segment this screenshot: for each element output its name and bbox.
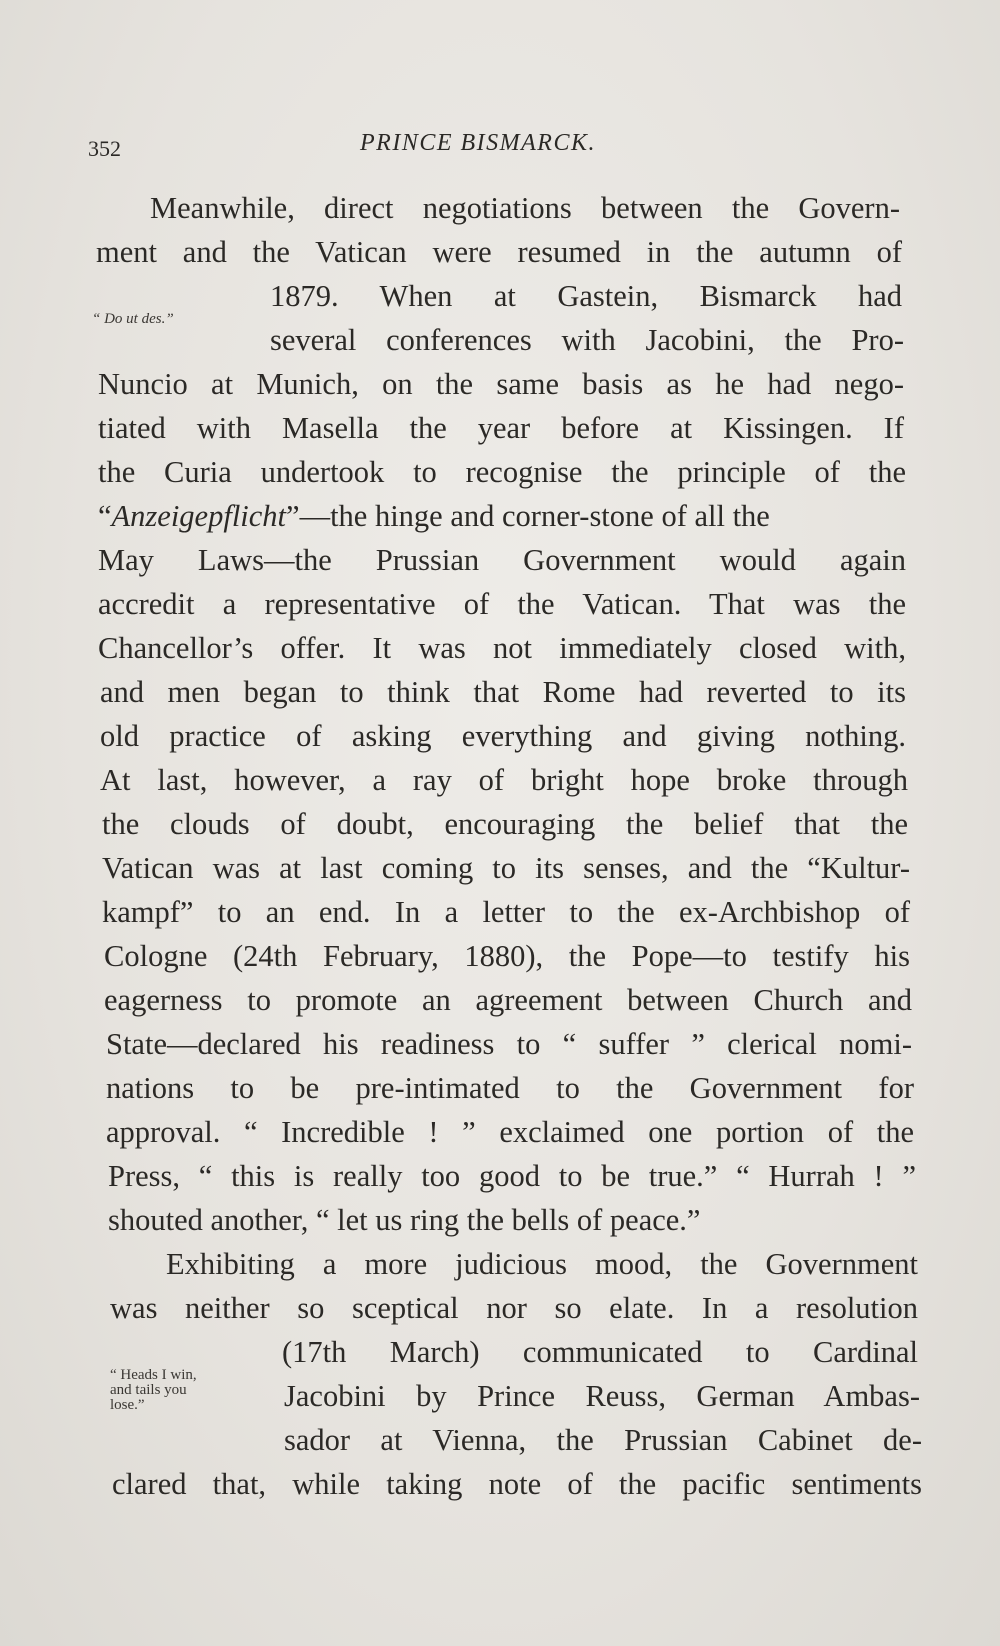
text-line: Vatican was at last coming to its senses, and the “Kultur-	[102, 851, 910, 885]
text-line: Chancellor’s offer. It was not immediately closed with,	[98, 631, 906, 665]
text-line: was neither so sceptical nor so elate. In a resolution	[110, 1291, 918, 1325]
running-title: PRINCE BISMARCK.	[360, 130, 596, 156]
text-line: old practice of asking everything and giving nothing.	[100, 719, 906, 753]
margin-note-do-ut-des: “ Do ut des.”	[92, 311, 174, 327]
text-line: nations to be pre-intimated to the Government for	[106, 1071, 914, 1105]
text-line: Jacobini by Prince Reuss, German Ambas-	[284, 1379, 920, 1413]
margin-note-heads-i-win	[110, 1368, 197, 1413]
text-line: 1879. When at Gastein, Bismarck had	[270, 279, 902, 313]
text-line: Cologne (24th February, 1880), the Pope—to testify his	[104, 939, 910, 973]
text-line: approval. “ Incredible ! ” exclaimed one portion of the	[106, 1115, 914, 1149]
open-quote: “	[98, 499, 112, 533]
margin-note-line: lose.”	[110, 1397, 145, 1413]
text-line: accredit a representative of the Vatican. That was the	[98, 587, 906, 621]
text-line: Exhibiting a more judicious mood, the Government	[166, 1247, 918, 1281]
text-line: (17th March) communicated to Cardinal	[282, 1335, 918, 1369]
text-line: State—declared his readiness to “ suffer ” clerical nomi-	[106, 1027, 912, 1061]
text-fragment: ”—the hinge and corner-stone of all the	[286, 499, 770, 533]
text-line: shouted another, “ let us ring the bells of peace.”	[108, 1203, 701, 1237]
margin-note-line: and tails you	[110, 1382, 187, 1398]
text-line: clared that, while taking note of the pacific sentiments	[112, 1467, 922, 1501]
term-anzeigepflicht: Anzeigepflicht	[111, 499, 287, 533]
text-line: several conferences with Jacobini, the Pro-	[270, 323, 904, 357]
text-line: At last, however, a ray of bright hope broke through	[100, 763, 908, 797]
text-line: the clouds of doubt, encouraging the belief that the	[102, 807, 908, 841]
text-line: Nuncio at Munich, on the same basis as he had nego-	[98, 367, 904, 401]
text-line: Meanwhile, direct negotiations between the Govern-	[150, 191, 900, 225]
text-line: tiated with Masella the year before at Kissingen. If	[98, 411, 904, 445]
text-line: Press, “ this is really too good to be true.” “ Hurrah ! ”	[108, 1159, 916, 1193]
margin-note-line: “ Heads I win,	[110, 1367, 197, 1383]
text-line: May Laws—the Prussian Government would again	[98, 543, 906, 577]
text-line: sador at Vienna, the Prussian Cabinet de-	[284, 1423, 922, 1457]
text-line	[98, 496, 906, 536]
page-header	[88, 130, 788, 170]
text-line: and men began to think that Rome had reverted to its	[100, 675, 906, 709]
text-line: the Curia undertook to recognise the principle of the	[98, 455, 906, 489]
text-line: kampf” to an end. In a letter to the ex-Archbishop of	[102, 895, 910, 929]
text-line: eagerness to promote an agreement between Church and	[104, 983, 912, 1017]
page-number: 352	[88, 136, 121, 161]
text-line: ment and the Vatican were resumed in the autumn of	[96, 235, 902, 269]
